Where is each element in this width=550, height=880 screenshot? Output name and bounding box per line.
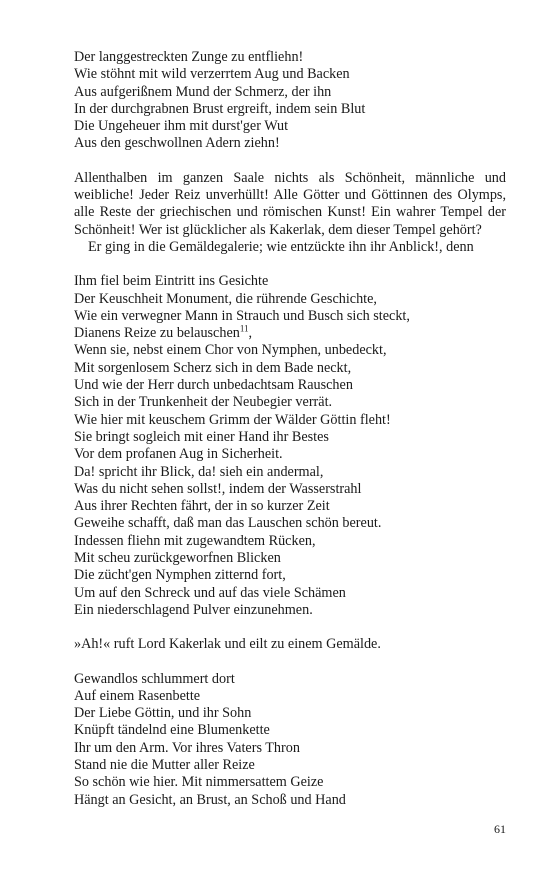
prose-paragraph-2: Er ging in die Gemäldegalerie; wie entzückte ihn ihr Anblick!, denn [88,238,474,255]
verse-line: Stand nie die Mutter aller Reize [74,756,255,773]
verse-line: Und wie der Herr durch unbedachtsam Rauschen [74,377,353,394]
prose-paragraph-1: Allenthalben im ganzen Saale nichts als Schönheit, männliche und weibliche! Jeder Reiz unverhüllt! Alle Götter und Göttinnen des Olymps, alle Reste der griechischen und römischen Kunst! Ein wahrer Tempel der Schönheit! Wer ist glücklicher als Kakerlak, dem dieser Tempel gehört? [74,169,506,238]
verse-line: Hängt an Gesicht, an Brust, an Schoß und Hand [74,791,346,808]
verse-stanza-1 [74,49,506,153]
spacer [74,153,506,170]
verse-line: Um auf den Schreck und auf das viele Schämen [74,584,346,601]
verse-line: Vor dem profanen Aug in Sicherheit. [74,446,283,463]
verse-line: Auf einem Rasenbette [74,687,201,704]
spacer [74,256,506,273]
prose-paragraph-3: »Ah!« ruft Lord Kakerlak und eilt zu einem Gemälde. [74,636,381,653]
verse-line: Wenn sie, nebst einem Chor von Nymphen, unbedeckt, [74,342,387,359]
footnote-marker[interactable]: 11 [239,323,249,334]
verse-line: Mit scheu zurückgeworfnen Blicken [74,550,281,567]
verse-stanza-3 [74,671,506,809]
spacer [74,619,506,636]
verse-line: Mit sorgenlosem Scherz sich in dem Bade neckt, [74,359,352,376]
verse-line: Der langgestreckten Zunge zu entfliehn! [74,49,304,65]
verse-line: Geweihe schafft, daß man das Lauschen schön bereut. [74,515,382,532]
verse-line: Was du nicht sehen sollst!, indem der Wasserstrahl [74,480,362,497]
verse-line: So schön wie hier. Mit nimmersattem Geize [74,774,324,791]
page-body [74,49,506,809]
verse-line: Wie ein verwegner Mann in Strauch und Busch sich steckt, [74,307,410,324]
verse-line: Aus aufgerißnem Mund der Schmerz, der ihn [74,83,332,100]
verse-line: Wie hier mit keuschem Grimm der Wälder Göttin fleht! [74,411,391,428]
verse-line: Aus ihrer Rechten fährt, der in so kurzer Zeit [74,498,330,515]
page-number: 61 [494,822,506,836]
verse-line: Die zücht'gen Nymphen zitternd fort, [74,567,286,584]
verse-line: Ihm fiel beim Eintritt ins Gesichte [74,273,269,290]
verse-line: Gewandlos schlummert dort [74,670,235,687]
verse-text: Dianens Reize zu belauschen [74,325,240,342]
verse-line: Indessen fliehn mit zugewandtem Rücken, [74,532,316,549]
verse-line: Sich in der Trunkenheit der Neubegier verrät. [74,394,333,411]
verse-punctuation: , [248,325,253,342]
verse-line: Die Ungeheuer ihm mit durst'ger Wut [74,118,289,135]
verse-stanza-2 [74,273,506,619]
verse-line: Knüpft tändelnd eine Blumenkette [74,722,270,739]
verse-line: In der durchgrabnen Brust ergreift, indem sein Blut [74,100,366,117]
verse-line: Aus den geschwollnen Adern ziehn! [74,135,280,152]
spacer [74,654,506,671]
verse-line: Ihr um den Arm. Vor ihres Vaters Thron [74,739,300,756]
verse-line: Wie stöhnt mit wild verzerrtem Aug und Backen [74,66,350,83]
verse-line-with-footnote [74,325,506,342]
verse-line: Ein niederschlagend Pulver einzunehmen. [74,601,313,618]
verse-line: Der Keuschheit Monument, die rührende Geschichte, [74,290,377,307]
verse-line: Der Liebe Göttin, und ihr Sohn [74,705,252,722]
verse-line: Sie bringt sogleich mit einer Hand ihr Bestes [74,428,329,445]
verse-line: Da! spricht ihr Blick, da! sieh ein andermal, [74,463,324,480]
